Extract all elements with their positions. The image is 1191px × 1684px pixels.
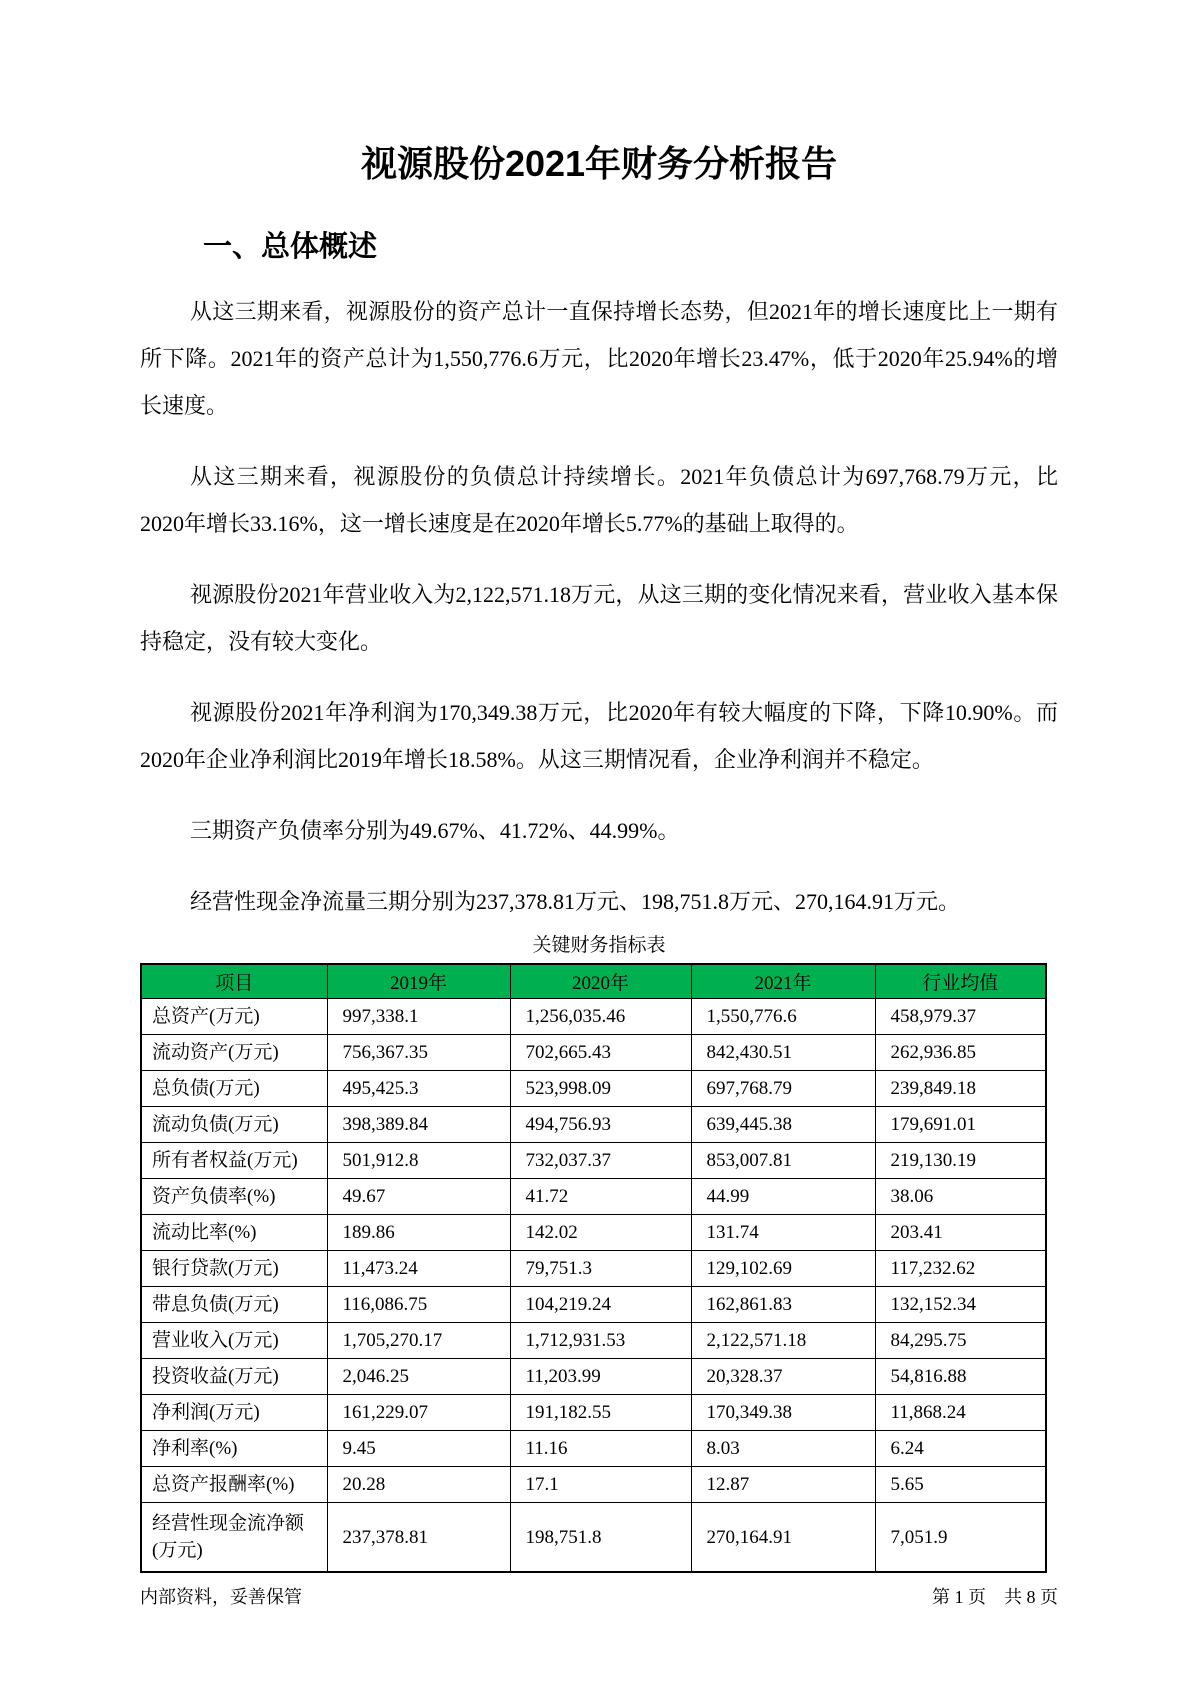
cell-value: 1,712,931.53 xyxy=(510,1323,691,1359)
cell-value: 116,086.75 xyxy=(327,1287,510,1323)
cell-value: 189.86 xyxy=(327,1215,510,1251)
cell-value: 2,122,571.18 xyxy=(691,1323,875,1359)
table-row xyxy=(141,999,1046,1035)
header-industry-average: 行业均值 xyxy=(875,964,1046,999)
table-row xyxy=(141,1215,1046,1251)
table-row xyxy=(141,1431,1046,1467)
cell-value: 20.28 xyxy=(327,1467,510,1503)
cell-value: 853,007.81 xyxy=(691,1143,875,1179)
cell-value: 697,768.79 xyxy=(691,1071,875,1107)
cell-value: 44.99 xyxy=(691,1179,875,1215)
header-2021: 2021年 xyxy=(691,964,875,999)
body-paragraph: 视源股份2021年净利润为170,349.38万元，比2020年有较大幅度的下降，下降10.90%。而2020年企业净利润比2019年增长18.58%。从这三期情况看，企业净利润并不稳定。 xyxy=(140,700,1058,772)
cell-value: 198,751.8 xyxy=(510,1503,691,1573)
table-row xyxy=(141,1251,1046,1287)
cell-value: 494,756.93 xyxy=(510,1107,691,1143)
cell-value: 398,389.84 xyxy=(327,1107,510,1143)
row-label: 经营性现金流净额(万元) xyxy=(141,1503,327,1573)
table-row xyxy=(141,1143,1046,1179)
cell-value: 997,338.1 xyxy=(327,999,510,1035)
cell-value: 5.65 xyxy=(875,1467,1046,1503)
cell-value: 6.24 xyxy=(875,1431,1046,1467)
cell-value: 458,979.37 xyxy=(875,999,1046,1035)
cell-value: 7,051.9 xyxy=(875,1503,1046,1573)
cell-value: 132,152.34 xyxy=(875,1287,1046,1323)
table-row xyxy=(141,1179,1046,1215)
cell-value: 523,998.09 xyxy=(510,1071,691,1107)
cell-value: 11,203.99 xyxy=(510,1359,691,1395)
cell-value: 262,936.85 xyxy=(875,1035,1046,1071)
row-label: 净利率(%) xyxy=(141,1431,327,1467)
cell-value: 12.87 xyxy=(691,1467,875,1503)
cell-value: 104,219.24 xyxy=(510,1287,691,1323)
row-label: 资产负债率(%) xyxy=(141,1179,327,1215)
cell-value: 702,665.43 xyxy=(510,1035,691,1071)
cell-value: 8.03 xyxy=(691,1431,875,1467)
cell-value: 38.06 xyxy=(875,1179,1046,1215)
row-label: 流动负债(万元) xyxy=(141,1107,327,1143)
row-label: 总资产报酬率(%) xyxy=(141,1467,327,1503)
header-project: 项目 xyxy=(141,964,327,999)
cell-value: 203.41 xyxy=(875,1215,1046,1251)
section-heading-overview: 一、总体概述 xyxy=(203,231,378,263)
cell-value: 501,912.8 xyxy=(327,1143,510,1179)
cell-value: 179,691.01 xyxy=(875,1107,1046,1143)
cell-value: 142.02 xyxy=(510,1215,691,1251)
row-label: 所有者权益(万元) xyxy=(141,1143,327,1179)
cell-value: 170,349.38 xyxy=(691,1395,875,1431)
body-paragraph: 从这三期来看，视源股份的资产总计一直保持增长态势，但2021年的增长速度比上一期有所下降。2021年的资产总计为1,550,776.6万元，比2020年增长23.47%，低于2020年25.94%的增长速度。 xyxy=(140,299,1058,418)
table-row xyxy=(141,1035,1046,1071)
table-row xyxy=(141,1323,1046,1359)
cell-value: 495,425.3 xyxy=(327,1071,510,1107)
cell-value: 131.74 xyxy=(691,1215,875,1251)
table-row xyxy=(141,1287,1046,1323)
cell-value: 117,232.62 xyxy=(875,1251,1046,1287)
cell-value: 54,816.88 xyxy=(875,1359,1046,1395)
row-label: 净利润(万元) xyxy=(141,1395,327,1431)
footer-page-number: 第 1 页 共 8 页 xyxy=(932,1587,1058,1607)
body-paragraph: 视源股份2021年营业收入为2,122,571.18万元，从这三期的变化情况来看，营业收入基本保持稳定，没有较大变化。 xyxy=(140,582,1058,654)
cell-value: 2,046.25 xyxy=(327,1359,510,1395)
row-label: 投资收益(万元) xyxy=(141,1359,327,1395)
cell-value: 1,256,035.46 xyxy=(510,999,691,1035)
cell-value: 237,378.81 xyxy=(327,1503,510,1573)
cell-value: 11,868.24 xyxy=(875,1395,1046,1431)
page-footer xyxy=(140,1586,1058,1608)
row-label: 流动资产(万元) xyxy=(141,1035,327,1071)
table-row xyxy=(141,1359,1046,1395)
key-financial-indicators-table xyxy=(140,963,1047,1573)
cell-value: 11.16 xyxy=(510,1431,691,1467)
cell-value: 732,037.37 xyxy=(510,1143,691,1179)
table-row xyxy=(141,1071,1046,1107)
cell-value: 20,328.37 xyxy=(691,1359,875,1395)
cell-value: 270,164.91 xyxy=(691,1503,875,1573)
table-row xyxy=(141,1503,1046,1573)
key-indicators-block xyxy=(140,933,1058,1573)
header-2020: 2020年 xyxy=(510,964,691,999)
cell-value: 84,295.75 xyxy=(875,1323,1046,1359)
body-paragraph: 从这三期来看，视源股份的负债总计持续增长。2021年负债总计为697,768.79万元，比2020年增长33.16%，这一增长速度是在2020年增长5.77%的基础上取得的。 xyxy=(140,464,1058,536)
cell-value: 129,102.69 xyxy=(691,1251,875,1287)
cell-value: 162,861.83 xyxy=(691,1287,875,1323)
report-content xyxy=(140,140,1058,1573)
cell-value: 11,473.24 xyxy=(327,1251,510,1287)
row-label: 营业收入(万元) xyxy=(141,1323,327,1359)
cell-value: 49.67 xyxy=(327,1179,510,1215)
cell-value: 9.45 xyxy=(327,1431,510,1467)
table-title: 关键财务指标表 xyxy=(532,935,666,956)
cell-value: 191,182.55 xyxy=(510,1395,691,1431)
table-row xyxy=(141,1107,1046,1143)
cell-value: 219,130.19 xyxy=(875,1143,1046,1179)
cell-value: 41.72 xyxy=(510,1179,691,1215)
table-row xyxy=(141,1395,1046,1431)
body-paragraph: 三期资产负债率分别为49.67%、41.72%、44.99%。 xyxy=(190,818,680,843)
row-label: 银行贷款(万元) xyxy=(141,1251,327,1287)
document-title: 视源股份2021年财务分析报告 xyxy=(360,143,838,184)
cell-value: 756,367.35 xyxy=(327,1035,510,1071)
overview-paragraphs xyxy=(140,288,1058,925)
header-2019: 2019年 xyxy=(327,964,510,999)
cell-value: 1,705,270.17 xyxy=(327,1323,510,1359)
cell-value: 1,550,776.6 xyxy=(691,999,875,1035)
cell-value: 639,445.38 xyxy=(691,1107,875,1143)
row-label: 流动比率(%) xyxy=(141,1215,327,1251)
body-paragraph: 经营性现金净流量三期分别为237,378.81万元、198,751.8万元、270,164.91万元。 xyxy=(190,889,961,914)
cell-value: 239,849.18 xyxy=(875,1071,1046,1107)
row-label: 总资产(万元) xyxy=(141,999,327,1035)
cell-value: 842,430.51 xyxy=(691,1035,875,1071)
cell-value: 79,751.3 xyxy=(510,1251,691,1287)
cell-value: 161,229.07 xyxy=(327,1395,510,1431)
table-header-row xyxy=(141,964,1046,999)
cell-value: 17.1 xyxy=(510,1467,691,1503)
footer-confidential-note: 内部资料，妥善保管 xyxy=(140,1587,302,1607)
table-row xyxy=(141,1467,1046,1503)
row-label: 总负债(万元) xyxy=(141,1071,327,1107)
row-label: 带息负债(万元) xyxy=(141,1287,327,1323)
